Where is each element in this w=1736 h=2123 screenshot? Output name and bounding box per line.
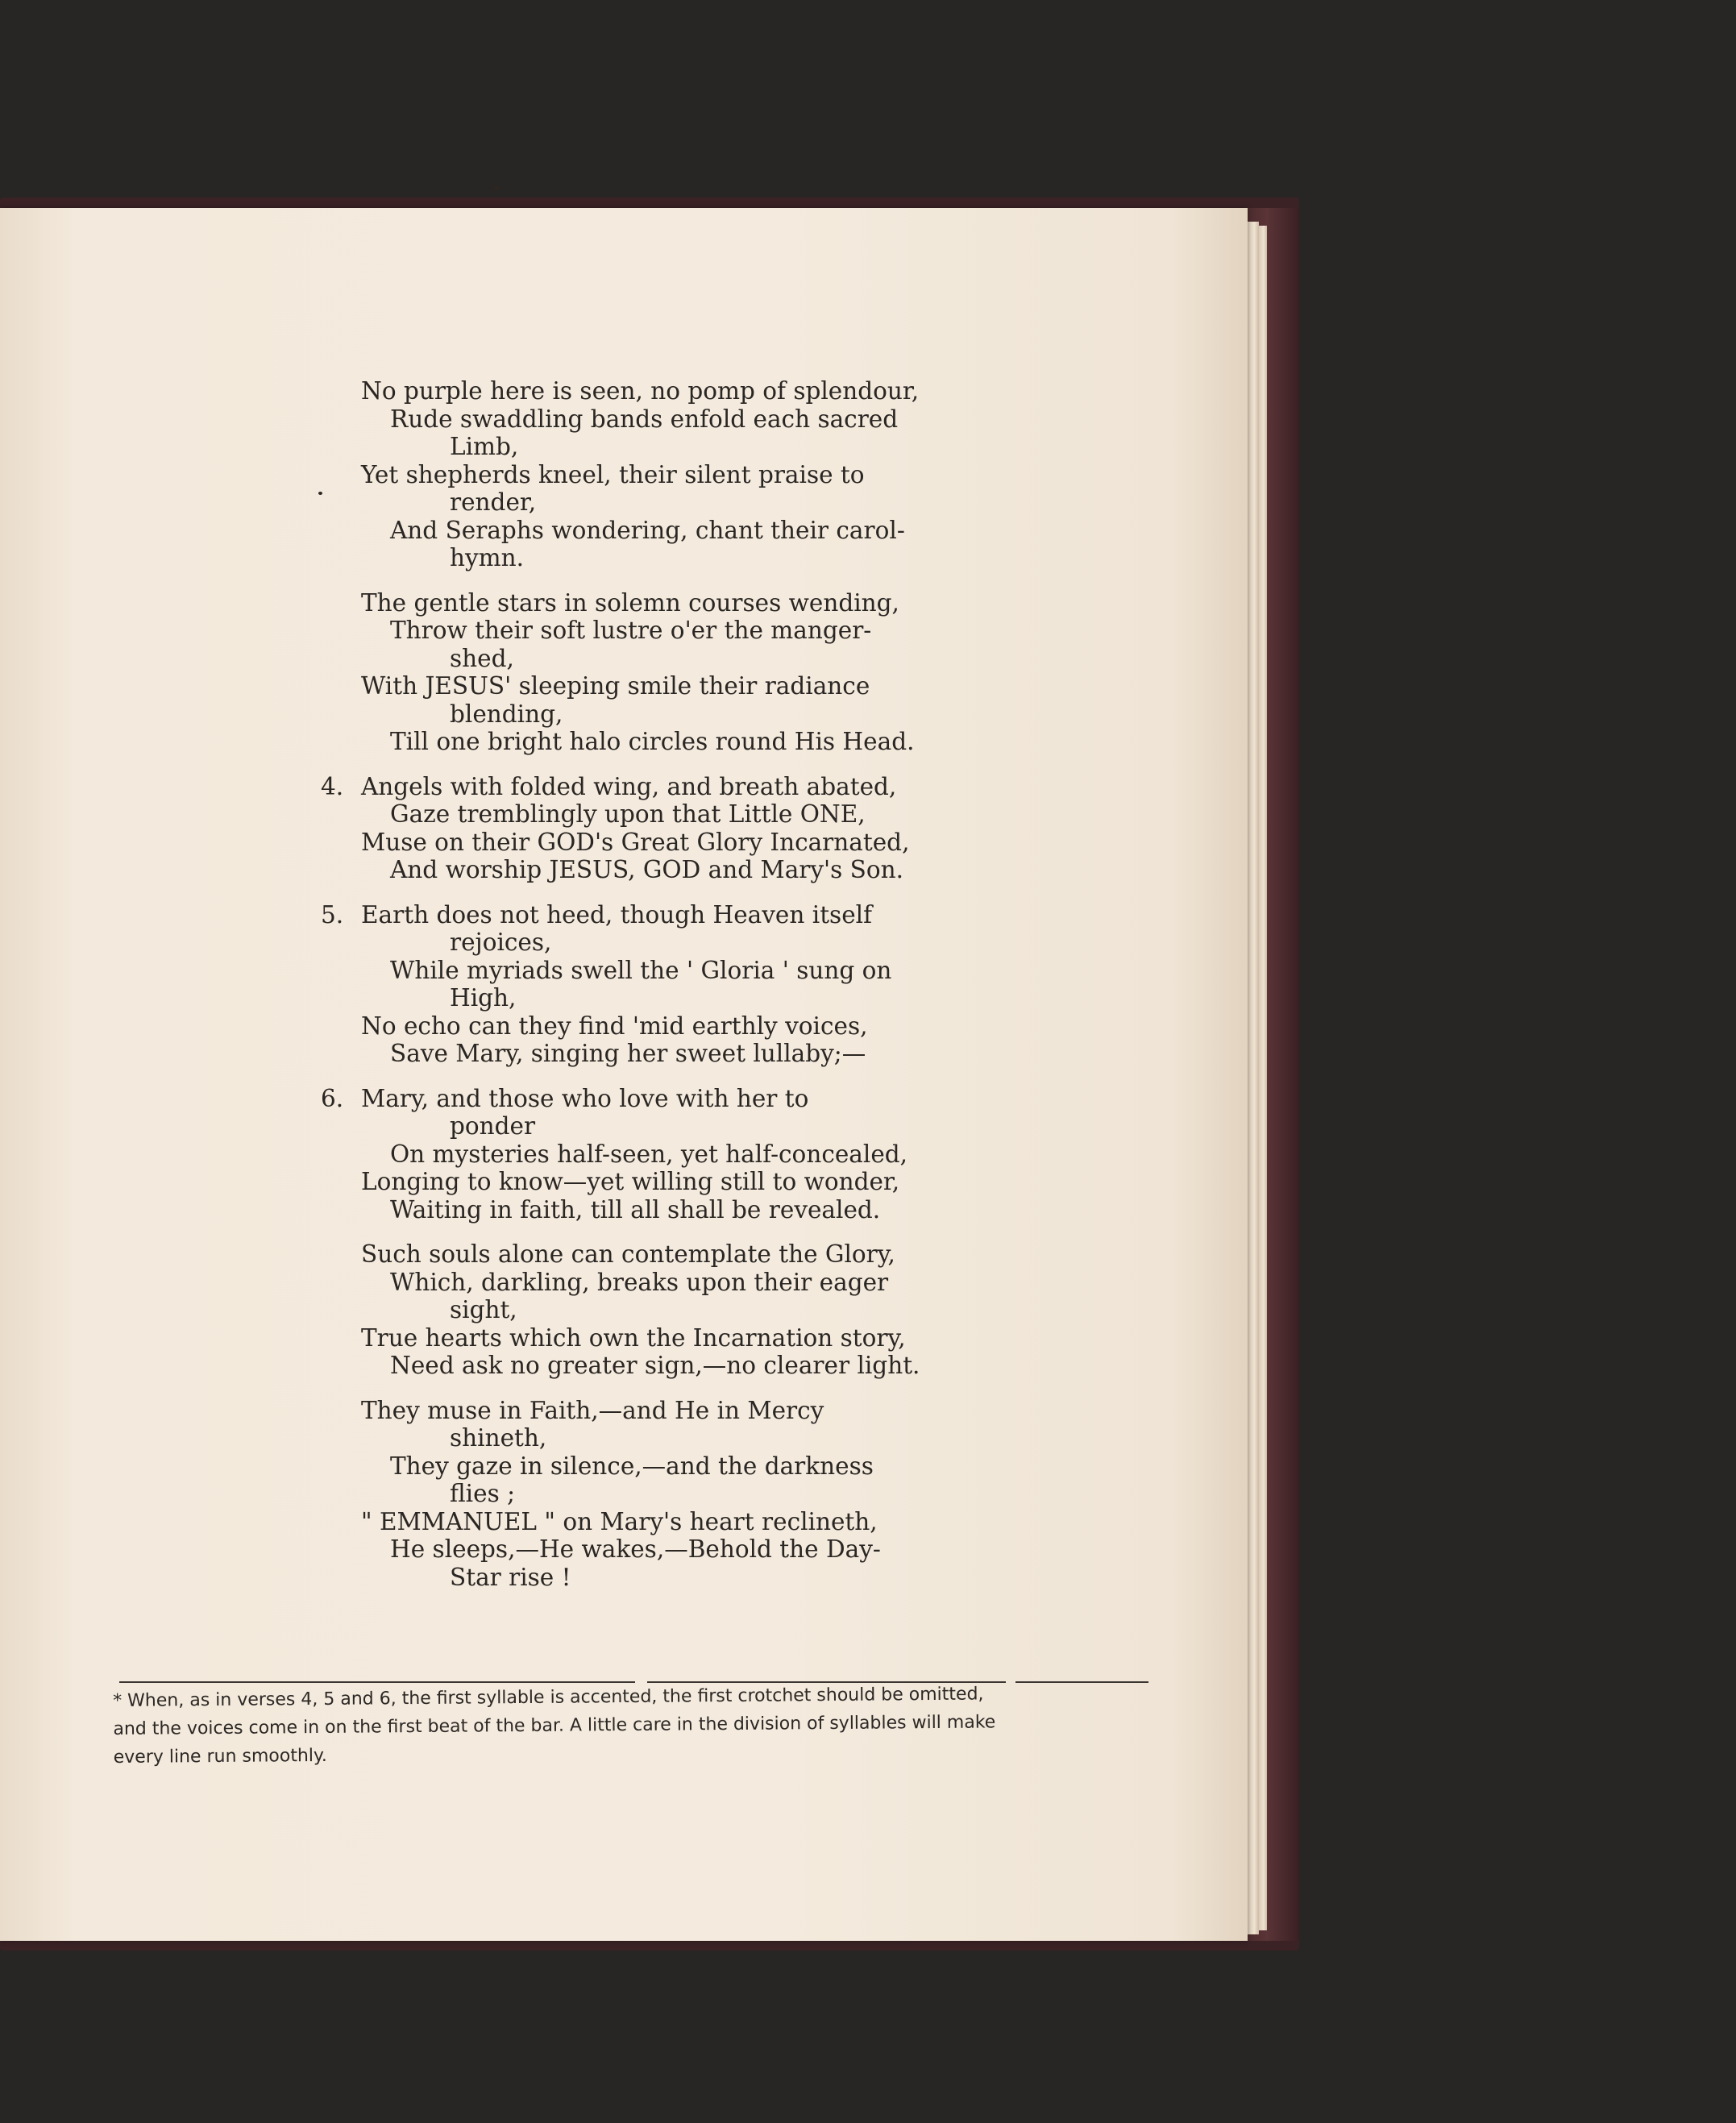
stanza bbox=[321, 1084, 908, 1224]
verse-line: shineth, bbox=[450, 1424, 547, 1452]
verse-line: Limb, bbox=[450, 433, 519, 460]
stanza bbox=[322, 1240, 920, 1380]
verse-line: Such souls alone can contemplate the Glory, bbox=[361, 1240, 895, 1268]
page-edge bbox=[1248, 222, 1259, 1934]
stanza bbox=[322, 1397, 903, 1592]
verse-line: shed, bbox=[450, 644, 514, 672]
verse-line: With JESUS' sleeping smile their radiance bbox=[361, 672, 870, 700]
verse-line: True hearts which own the Incarnation story, bbox=[361, 1323, 906, 1352]
hymn-verses bbox=[321, 377, 920, 1608]
verse-line: Yet shepherds kneel, their silent praise to bbox=[361, 460, 865, 488]
ink-speck bbox=[493, 185, 500, 191]
stanza bbox=[322, 588, 915, 756]
verse-line: Throw their soft lustre o'er the manger- bbox=[390, 617, 872, 644]
page-edge bbox=[1259, 226, 1267, 1930]
footnote-line: * When, as in verses 4, 5 and 6, the first syllable is accented, the first crotchet should be omitted, bbox=[113, 1684, 984, 1711]
verse-line: ponder bbox=[450, 1112, 536, 1140]
verse-line: Which, darkling, breaks upon their eager bbox=[390, 1268, 889, 1296]
verse-line: They muse in Faith,—and He in Mercy bbox=[361, 1396, 824, 1424]
ink-speck bbox=[318, 492, 322, 495]
footnote-line: every line run smoothly. bbox=[113, 1745, 327, 1768]
verse-line: Waiting in faith, till all shall be revealed. bbox=[390, 1195, 881, 1224]
verse-line: sight, bbox=[450, 1296, 517, 1323]
book-page bbox=[0, 208, 1248, 1941]
verse-line: flies ; bbox=[450, 1480, 516, 1507]
verse-line: Earth does not heed, though Heaven itself bbox=[361, 900, 873, 929]
verse-line: rejoices, bbox=[450, 929, 552, 956]
verse-number: 6. bbox=[321, 1084, 344, 1112]
verse-line: And worship JESUS, GOD and Mary's Son. bbox=[390, 856, 904, 883]
verse-line: " EMMANUEL " on Mary's heart reclineth, bbox=[361, 1507, 878, 1535]
verse-line: Need ask no greater sign,—no clearer light. bbox=[390, 1352, 920, 1379]
verse-line: blending, bbox=[450, 700, 563, 728]
verse-line: Till one bright halo circles round His Head. bbox=[390, 728, 915, 755]
verse-line: High, bbox=[450, 984, 517, 1012]
verse-number: 5. bbox=[321, 900, 344, 929]
verse-line: Save Mary, singing her sweet lullaby;— bbox=[390, 1040, 866, 1067]
verse-line: While myriads swell the ' Gloria ' sung on bbox=[390, 956, 892, 984]
verse-line: Rude swaddling bands enfold each sacred bbox=[390, 405, 899, 433]
verse-line: hymn. bbox=[450, 544, 525, 571]
stanza bbox=[321, 772, 910, 884]
verse-line: The gentle stars in solemn courses wending, bbox=[361, 588, 899, 617]
verse-line: He sleeps,—He wakes,—Behold the Day- bbox=[390, 1535, 881, 1563]
verse-line: No echo can they find 'mid earthly voices, bbox=[361, 1012, 868, 1040]
footnote-line: and the voices come in on the first beat of the bar. A little care in the division of syllables will make bbox=[113, 1712, 996, 1739]
verse-number: 4. bbox=[321, 772, 344, 800]
verse-line: No purple here is seen, no pomp of splendour, bbox=[361, 377, 920, 405]
verse-line: They gaze in silence,—and the darkness bbox=[390, 1452, 874, 1480]
verse-line: Angels with folded wing, and breath abated, bbox=[361, 772, 897, 800]
verse-line: render, bbox=[450, 488, 537, 516]
verse-line: Muse on their GOD's Great Glory Incarnated, bbox=[361, 828, 910, 856]
footnote bbox=[113, 1679, 1161, 1772]
verse-line: On mysteries half-seen, yet half-concealed, bbox=[390, 1140, 908, 1168]
verse-line: Star rise ! bbox=[450, 1563, 571, 1591]
stanza bbox=[322, 901, 903, 1068]
verse-line: Longing to know—yet willing still to wonder, bbox=[361, 1168, 900, 1195]
verse-line: Mary, and those who love with her to bbox=[361, 1084, 809, 1112]
verse-line: And Seraphs wondering, chant their carol- bbox=[390, 516, 905, 544]
stanza bbox=[322, 377, 920, 572]
verse-line: Gaze tremblingly upon that Little ONE, bbox=[390, 800, 866, 828]
